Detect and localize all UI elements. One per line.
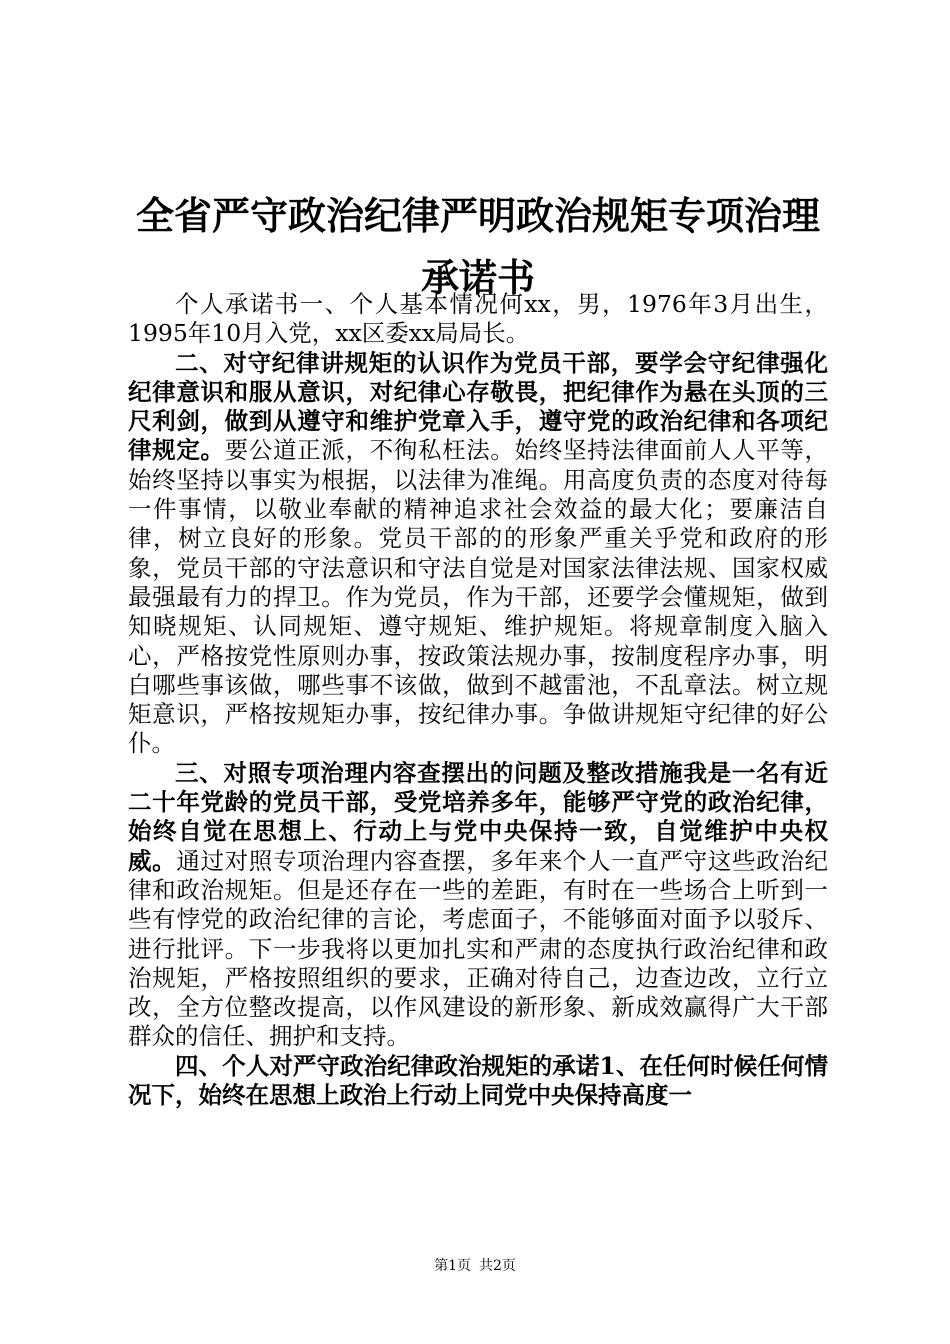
page-footer [0, 1256, 950, 1276]
document-body [128, 290, 828, 1110]
paragraph-lead: 二、对守纪律讲规矩的认识作为党员干部，要学会守纪律强化纪律意识和服从意识，对纪律心存敬畏，把纪律作为悬在头顶的三尺利剑，做到从遵守和维护党章入手，遵守党的政治纪律和各项纪律规定。 [128, 348, 828, 465]
document-title: 全省严守政治纪律严明政治规矩专项治理承诺书 [135, 193, 820, 301]
paragraph-text: 要公道正派，不徇私枉法。始终坚持法律面前人人平等，始终坚持以事实为根据，以法律为准绳。用高度负责的态度对待每一件事情，以敬业奉献的精神追求社会效益的最大化；要廉洁自律，树立良好的形象。党员干部的的形象严重关乎党和政府的形象，党员干部的守法意识和守法自觉是对国家法律法规、国家权威最强最有力的捍卫。作为党员，作为干部，还要学会懂规矩，做到知晓规矩、认同规矩、遵守规矩、维护规矩。将规章制度入脑入心，严格按党性原则办事，按政策法规办事，按制度程序办事，明白哪些事该做，哪些事不该做，做到不越雷池，不乱章法。树立规矩意识，严格按规矩办事，按纪律办事。争做讲规矩守纪律的好公仆。 [128, 436, 829, 758]
paragraph-commitment [128, 1052, 828, 1111]
paragraph-basic-info [128, 290, 828, 349]
paragraph-understanding [128, 349, 828, 759]
paragraph-lead: 三、对照专项治理内容查摆出的问题及整改措施我是一名有近二十年党龄的党员干部，受党培养多年，能够严守党的政治纪律，始终自觉在思想上、行动上与党中央保持一致，自觉维护中央权威。 [128, 758, 828, 875]
page-total: 共2页 [479, 1258, 516, 1274]
paragraph-text: 个人承诺书一、个人基本情况何xx，男，1976年3月出生，1995年10月入党，xx区委xx局局长。 [128, 290, 828, 348]
paragraph-lead: 四、个人对严守政治纪律政治规矩的承诺1、在任何时候任何情况下，始终在思想上政治上行动上同党中央保持高度一 [128, 1051, 828, 1110]
page-number: 第1页 [434, 1258, 471, 1274]
paragraph-text: 通过对照专项治理内容查摆，多年来个人一直严守这些政治纪律和政治规矩。但是还存在一些的差距，有时在一些场合上听到一些有悖党的政治纪律的言论，考虑面子，不能够面对面予以驳斥、进行批评。下一步我将以更加扎实和严肃的态度执行政治纪律和政治规矩，严格按照组织的要求，正确对待自己，边查边改，立行立改，全方位整改提高，以作风建设的新形象、新成效赢得广大干部群众的信任、拥护和支持。 [128, 846, 829, 1051]
paragraph-problems-rectification [128, 759, 828, 1052]
